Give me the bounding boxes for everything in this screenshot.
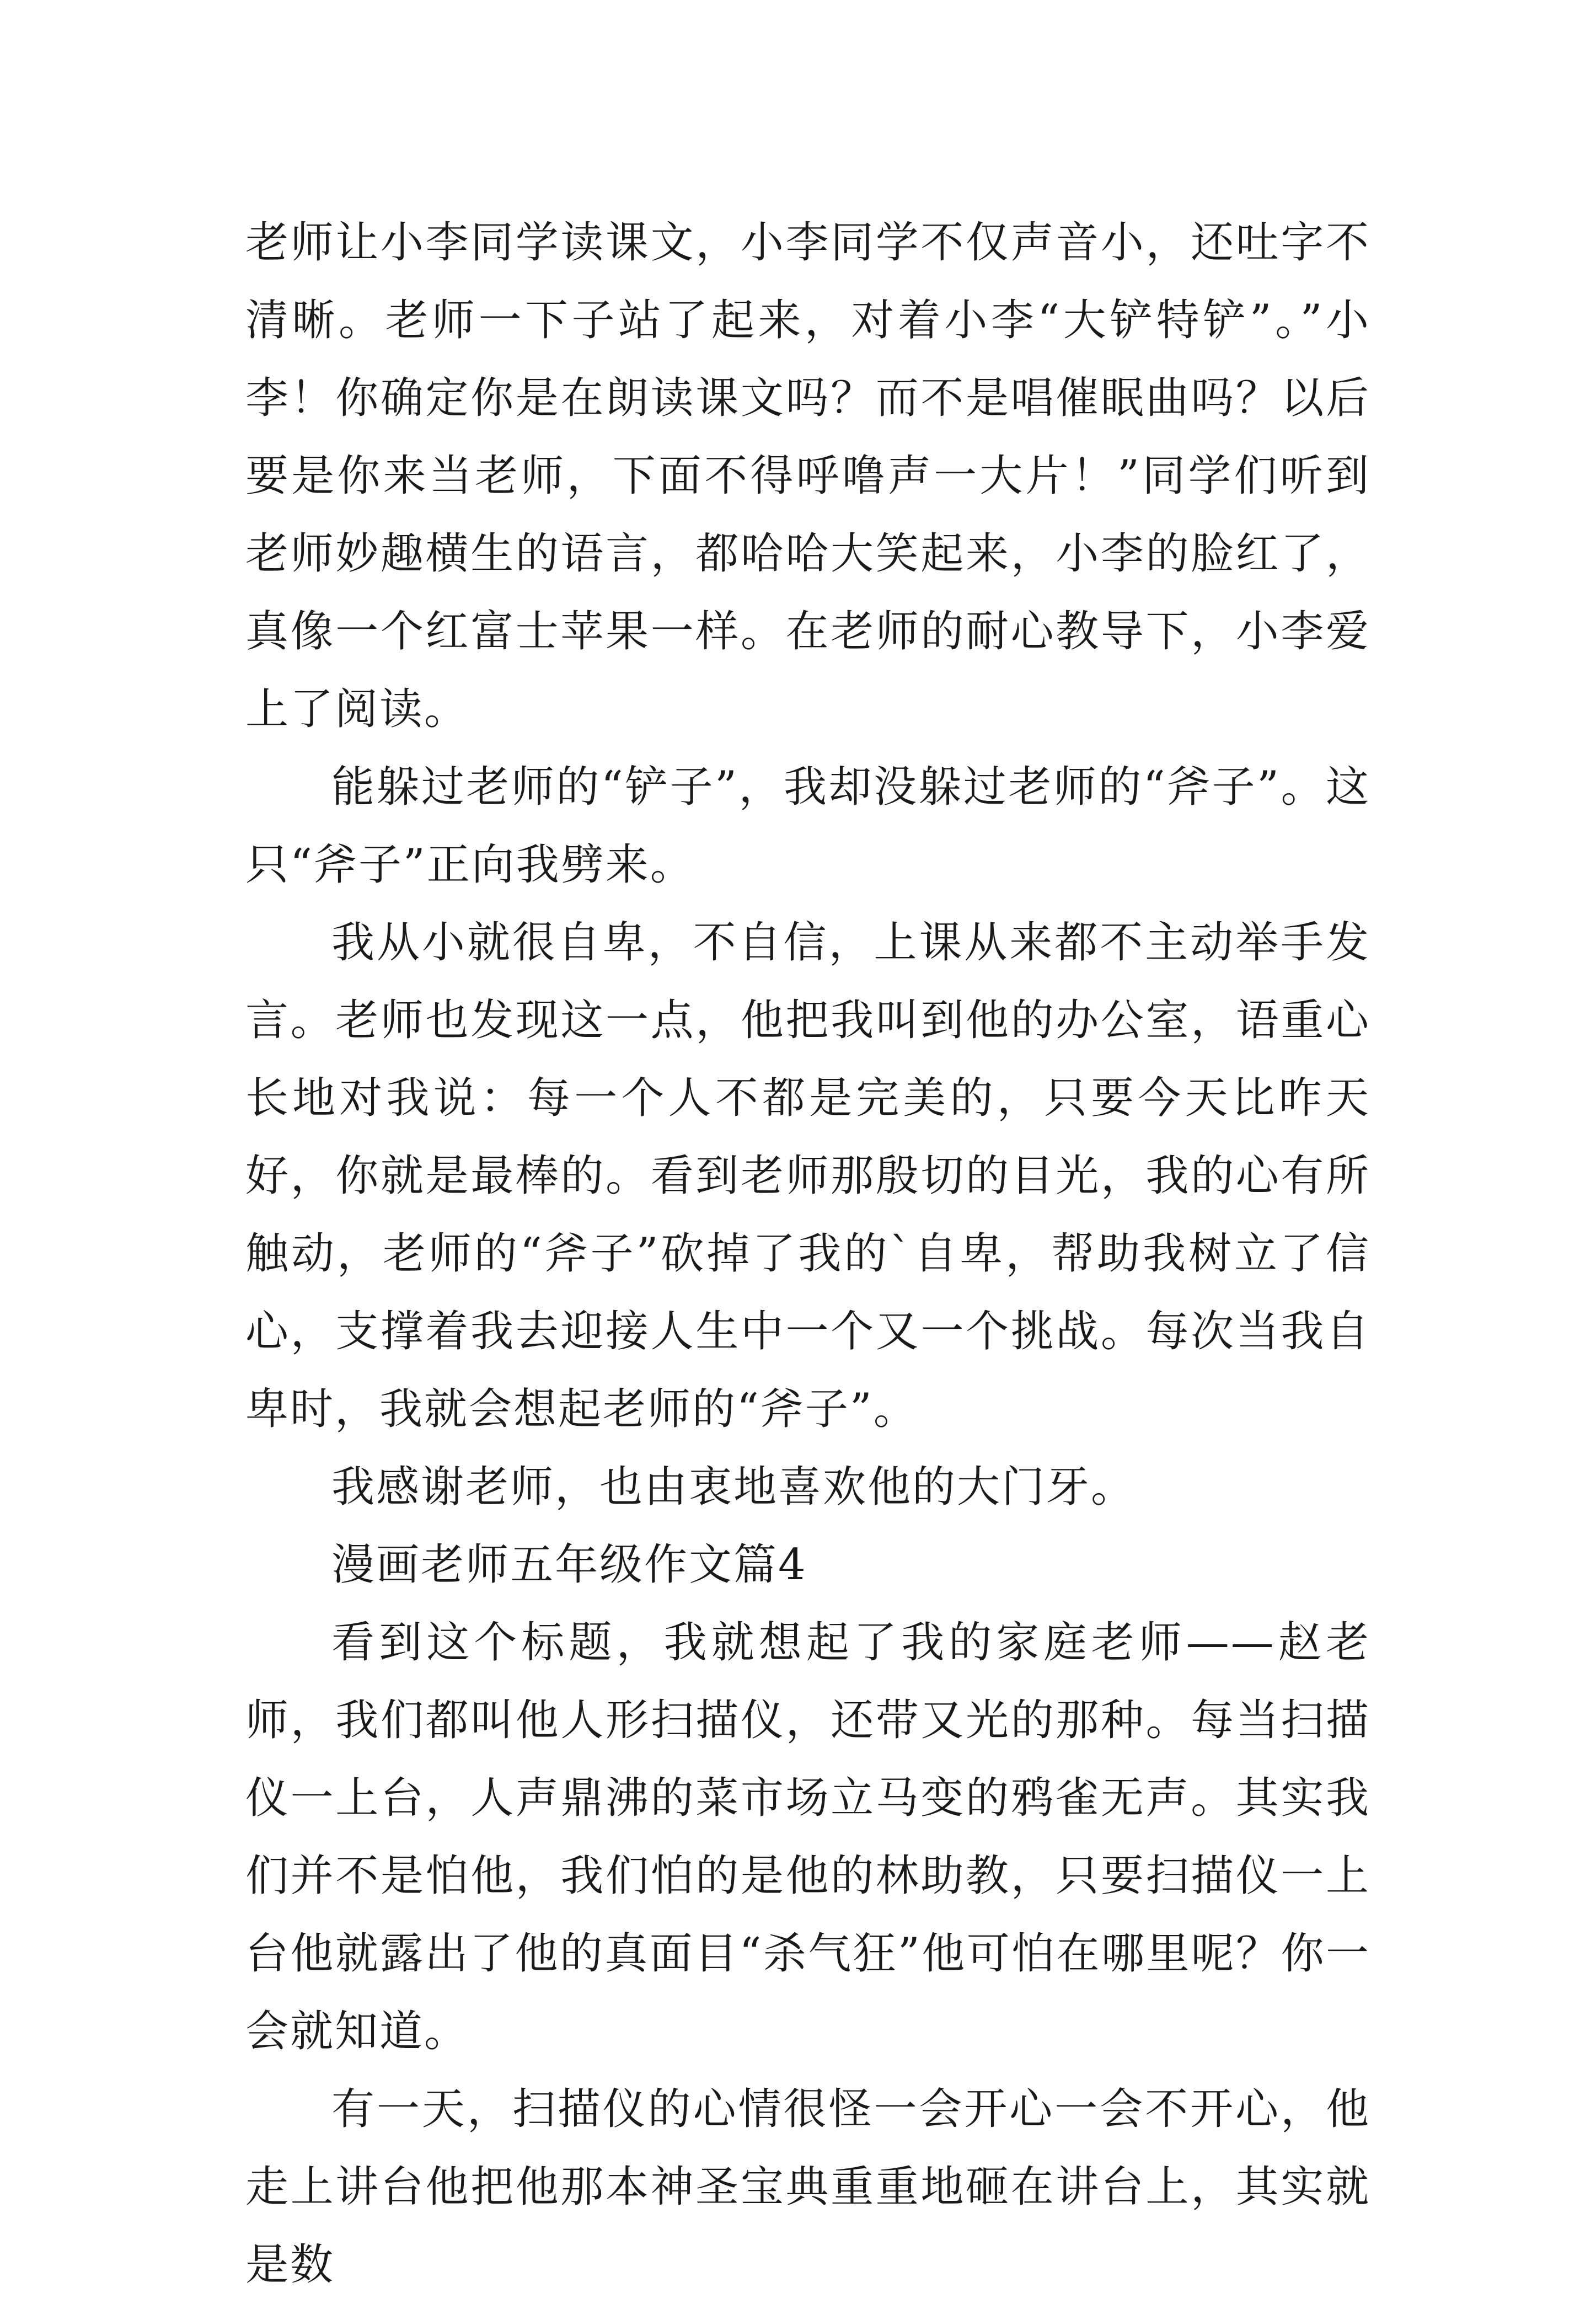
- paragraph: 老师让小李同学读课文，小李同学不仅声音小，还吐字不清晰。老师一下子站了起来，对着小李“大铲特铲”。”小李！你确定你是在朗读课文吗？而不是唱催眠曲吗？以后要是你来当老师，下面不得呼噜声一大片！”同学们听到老师妙趣横生的语言，都哈哈大笑起来，小李的脸红了，真像一个红富士苹果一样。在老师的耐心教导下，小李爱上了阅读。: [245, 218, 1370, 734]
- section-heading: 漫画老师五年级作文篇4: [331, 1540, 807, 1590]
- paragraph: 看到这个标题，我就想起了我的家庭老师——赵老师，我们都叫他人形扫描仪，还带又光的那种。每当扫描仪一上台，人声鼎沸的菜市场立马变的鸦雀无声。其实我们并不是怕他，我们怕的是他的林助教，只要扫描仪一上台他就露出了他的真面目“杀气狂”他可怕在哪里呢？你一会就知道。: [245, 1618, 1370, 2056]
- paragraph: 能躲过老师的“铲子”，我却没躲过老师的“斧子”。这只“斧子”正向我劈来。: [245, 762, 1370, 890]
- paragraph: 有一天，扫描仪的心情很怪一会开心一会不开心，他走上讲台他把他那本神圣宝典重重地砸在讲台上，其实就是数: [245, 2084, 1370, 2290]
- paragraph: 我感谢老师，也由衷地喜欢他的大门牙。: [331, 1462, 1136, 1512]
- article-body: [245, 204, 1370, 2304]
- paragraph: 我从小就很自卑，不自信，上课从来都不主动举手发言。老师也发现这一点，他把我叫到他的办公室，语重心长地对我说：每一个人不都是完美的，只要今天比昨天好，你就是最棒的。看到老师那殷切的目光，我的心有所触动，老师的“斧子”砍掉了我的`自卑，帮助我树立了信心，支撑着我去迎接人生中一个又一个挑战。每次当我自卑时，我就会想起老师的“斧子”。: [245, 918, 1370, 1434]
